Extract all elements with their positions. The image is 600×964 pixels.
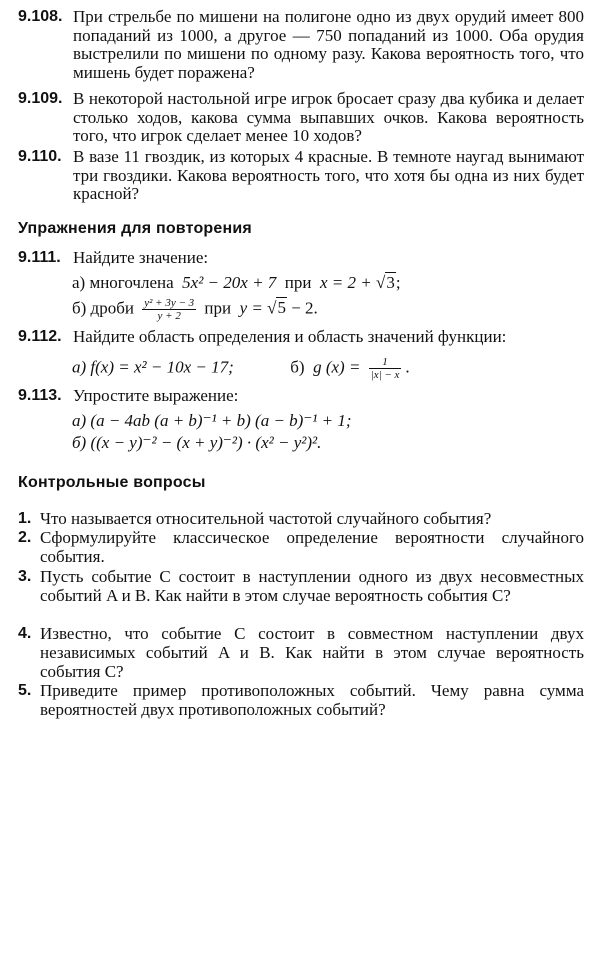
problem-9-111-part-b: б) дроби $\frac{\text{y² + 3y − 3}}{y + 2}$ при y = √5 − 2.	[72, 297, 318, 322]
fraction: $\frac{1}{|x| - x}$	[370, 356, 400, 381]
problem-text: В вазе 11 гвоздик, из которых 4 красные. В темноте наугад вынимают три гвоздики. Какова вероятность того, что хотя бы одна из них будет красной?	[73, 147, 584, 203]
question-3: 3. Пусть событие C состоит в наступлении одного из двух несовместных событий A и B. Как найти в этом случае вероятность события C?	[18, 567, 584, 605]
problem-text: Упростите выражение:	[73, 386, 239, 405]
problem-number: 9.111.	[18, 249, 61, 266]
problem-9-113-part-a: а) (a − 4ab (a + b)⁻¹ + b) (a − b)⁻¹ + 1;	[72, 411, 352, 430]
problem-number: 9.108.	[18, 8, 63, 25]
problem-number: 9.110.	[18, 148, 62, 165]
question-1: 1. Что называется относительной частотой случайного события?	[18, 509, 492, 528]
question-2: 2. Сформулируйте классическое определение вероятности случайного события.	[18, 528, 584, 566]
problem-9-111-part-a: а) многочлена 5x² − 20x + 7 при x = 2 + √3;	[72, 273, 401, 292]
problem-9-108	[18, 8, 584, 82]
fraction: $\frac{\text{y² + 3y − 3}}{y + 2}$	[144, 297, 195, 322]
problem-text: При стрельбе по мишени на полигоне одно из двух орудий имеет 800 попаданий из 1000, а другое — 750 попаданий из 1000. Оба орудия выстрелили по мишени по одному разу. Какова вероятность того, что мишень будет поражена?	[73, 7, 584, 82]
question-5: 5. Приведите пример противоположных событий. Чему равна сумма вероятностей двух противоположных событий?	[18, 681, 584, 719]
problem-9-112-parts: а) f(x) = x² − 10x − 17; б) g (x) = $\frac{1}{|x| - x}$ .	[72, 356, 410, 381]
problem-9-113-part-b: б) ((x − y)⁻² − (x + y)⁻²) · (x² − y²)².	[72, 433, 322, 452]
problem-number: 9.113.	[18, 387, 62, 404]
problem-text: Найдите область определения и область значений функции:	[73, 327, 507, 346]
problem-9-110	[18, 148, 584, 204]
problem-text: В некоторой настольной игре игрок бросает сразу два кубика и делает столько ходов, какова сумма выпавших очков. Какова вероятность того, что игрок сделает менее 10 ходов?	[73, 89, 584, 145]
section-heading-review: Упражнения для повторения	[18, 220, 252, 237]
question-4: 4. Известно, что событие C состоит в совместном наступлении двух независимых событий A и B. Как найти в этом случае вероятность события C?	[18, 624, 584, 681]
problem-9-112	[18, 328, 584, 347]
problem-number: 9.109.	[18, 90, 63, 107]
problem-9-109	[18, 90, 584, 146]
problem-number: 9.112.	[18, 328, 62, 345]
problem-9-111	[18, 249, 584, 268]
problem-9-113	[18, 387, 584, 406]
problem-text: Найдите значение:	[73, 248, 209, 267]
section-heading-control: Контрольные вопросы	[18, 474, 206, 491]
